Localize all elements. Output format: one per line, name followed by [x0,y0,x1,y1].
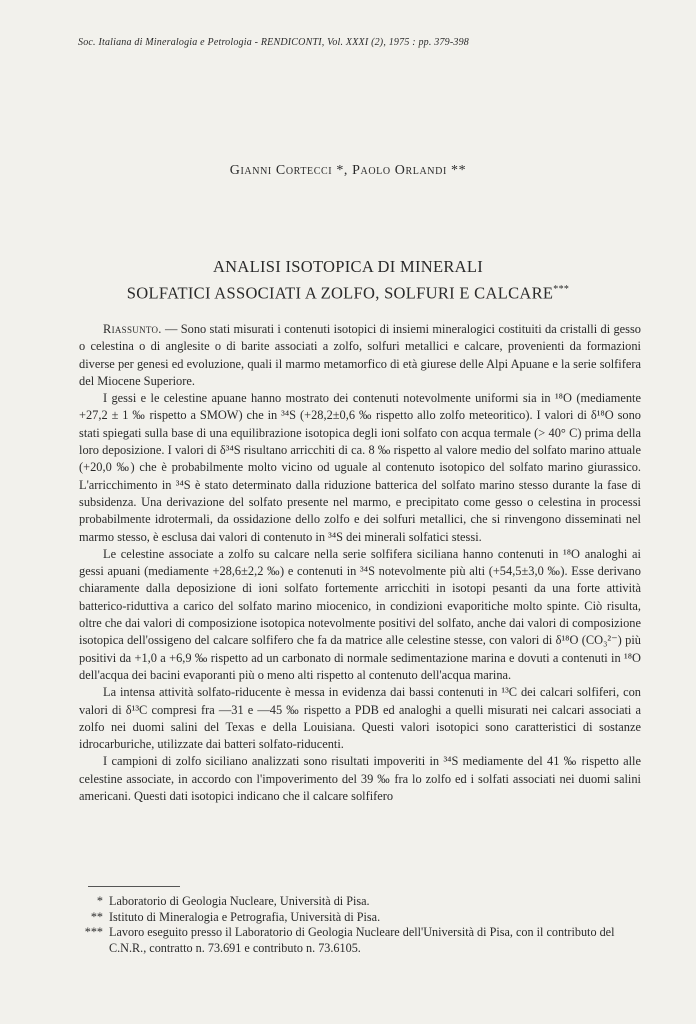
abstract-paragraph-3: Le celestine associate a zolfo su calcare nella serie solfifera siciliana hanno contenuti in ¹⁸O analoghi ai gessi apuani (mediamente +28,6±2,2 ‰) e contenuti in ³⁴S notevolmente più alti (+54,5±3,0 ‰). Esse derivano chiaramente dalla deposizione di ioni solfato fortemente arricchiti in isotopi pesanti da una forte attività batterico-riduttiva a carico del solfato marino miocenico, in condizioni evaporitiche molto spinte. Ciò risulta, oltre che dai valori di composizione isotopica notevolmente positivi del solfato, anche dai valori di composizione isotopica dell'ossigeno del calcare solfifero che fa da matrice alle celestine stesse, con valori di δ¹⁸O (CO₃²⁻) più positivi da +1,0 a +6,9 ‰ rispetto ad un carbonato di normale sedimentazione marina e dovuti a contenuti in ¹⁸O dell'acqua dei bacini evaporanti più o meno alti rispetto al contenuto dell'acqua marina. [79,546,641,682]
abstract-p1-text: — Sono stati misurati i contenuti isotopici di insiemi mineralogici costituiti da cristalli di gesso o celestina o di anglesite o di barite associati a zolfo, solfuri metallici e calcare, provenienti da formazioni diverse per genesi ed evoluzione, quali il marmo metamorfico di età giurese delle Alpi Apuane e la serie solfifera del Miocene Superiore. [79,322,641,388]
abstract-paragraph-1 [79,321,641,390]
abstract-paragraph-5: I campioni di zolfo siciliano analizzati sono risultati impoveriti in ³⁴S mediamente del 41 ‰ rispetto alle celestine associate, in accordo con l'impoverimento del 39 ‰ fra lo zolfo ed i solfati associati nei duomi salini americani. Questi dati isotopici indicano che il calcare solfifero [79,754,641,804]
author-1-mark: *, [332,163,353,178]
title-line-2 [40,278,656,305]
author-1: Gianni Cortecci [229,163,333,178]
title-footnote-mark: *** [553,284,570,295]
author-line [0,163,696,179]
footnote-text: Lavoro eseguito presso il Laboratorio di Geologia Nucleare dell'Università di Pisa, con il contributo del C.N.R., contratto n. 73.691 e contributo n. 73.6105. [109,925,615,955]
footnote [79,894,641,910]
footnote [79,910,641,926]
abstract [79,321,641,805]
abstract-paragraph-4: La intensa attività solfato-riducente è messa in evidenza dai bassi contenuti in ¹³C dei calcari solfiferi, con valori di δ¹³C compresi fra —31 e —45 ‰ rispetto a PDB ed analoghi a quelli misurati nei calcari associati a zolfo nei duomi salini del Texas e della Louisiana. Questi valori isotopici sono caratteristici di sostanze idrocarburiche, utilizzate dai batteri solfato-riducenti. [79,685,641,752]
title-line-1: ANALISI ISOTOPICA DI MINERALI [212,257,484,276]
journal-header: Soc. Italiana di Mineralogia e Petrologia - RENDICONTI, Vol. XXXI (2), 1975 : pp. 379-398 [78,37,469,48]
title-line-2-text: SOLFATICI ASSOCIATI A ZOLFO, SOLFURI E CALCARE [126,283,554,303]
author-2-mark: ** [446,163,467,178]
abstract-label: Riassunto. [103,322,162,336]
paper-title [40,255,656,305]
abstract-paragraph-2: I gessi e le celestine apuane hanno mostrato dei contenuti notevolmente uniformi sia in ¹⁸O (mediamente +27,2 ± 1 ‰ rispetto a SMOW) che in ³⁴S (+28,2±0,6 ‰ rispetto allo zolfo meteoritico). I valori di δ¹⁸O sono stati spiegati sulla base di una equilibrazione isotopica degli ioni solfato con acqua termale (> 40° C) prima della loro deposizione. I valori di δ³⁴S risultano arricchiti di ca. 8 ‰ rispetto al valore medio del solfato marino attuale (+20,0 ‰) che è probabilmente molto vicino od uguale al contenuto isotopico del solfato marino giurassico. L'arricchimento in ³⁴S è stato determinato dalla riduzione batterica del solfato marino stesso durante la fase di subsidenza. Una derivazione del solfato presente nel marmo, e precipitato come gesso o celestina in processi probabilmente idrotermali, da ossidazione dello zolfo e dei solfuri metallici, che si rinvengono disseminati nel marmo stesso, è esclusa dai valori di contenuto in ³⁴S dei minerali solfatici stessi. [79,391,641,544]
footnotes [79,894,641,956]
footnote [79,925,641,956]
footnote-divider [88,886,180,887]
footnote-mark: ** [90,909,103,924]
footnote-mark: *** [84,925,103,939]
footnote-text: Istituto di Mineralogia e Petrografia, Università di Pisa. [109,909,381,924]
footnote-mark: * [96,894,103,908]
footnote-text: Laboratorio di Geologia Nucleare, Università di Pisa. [109,894,370,908]
author-2: Paolo Orlandi [352,163,447,178]
